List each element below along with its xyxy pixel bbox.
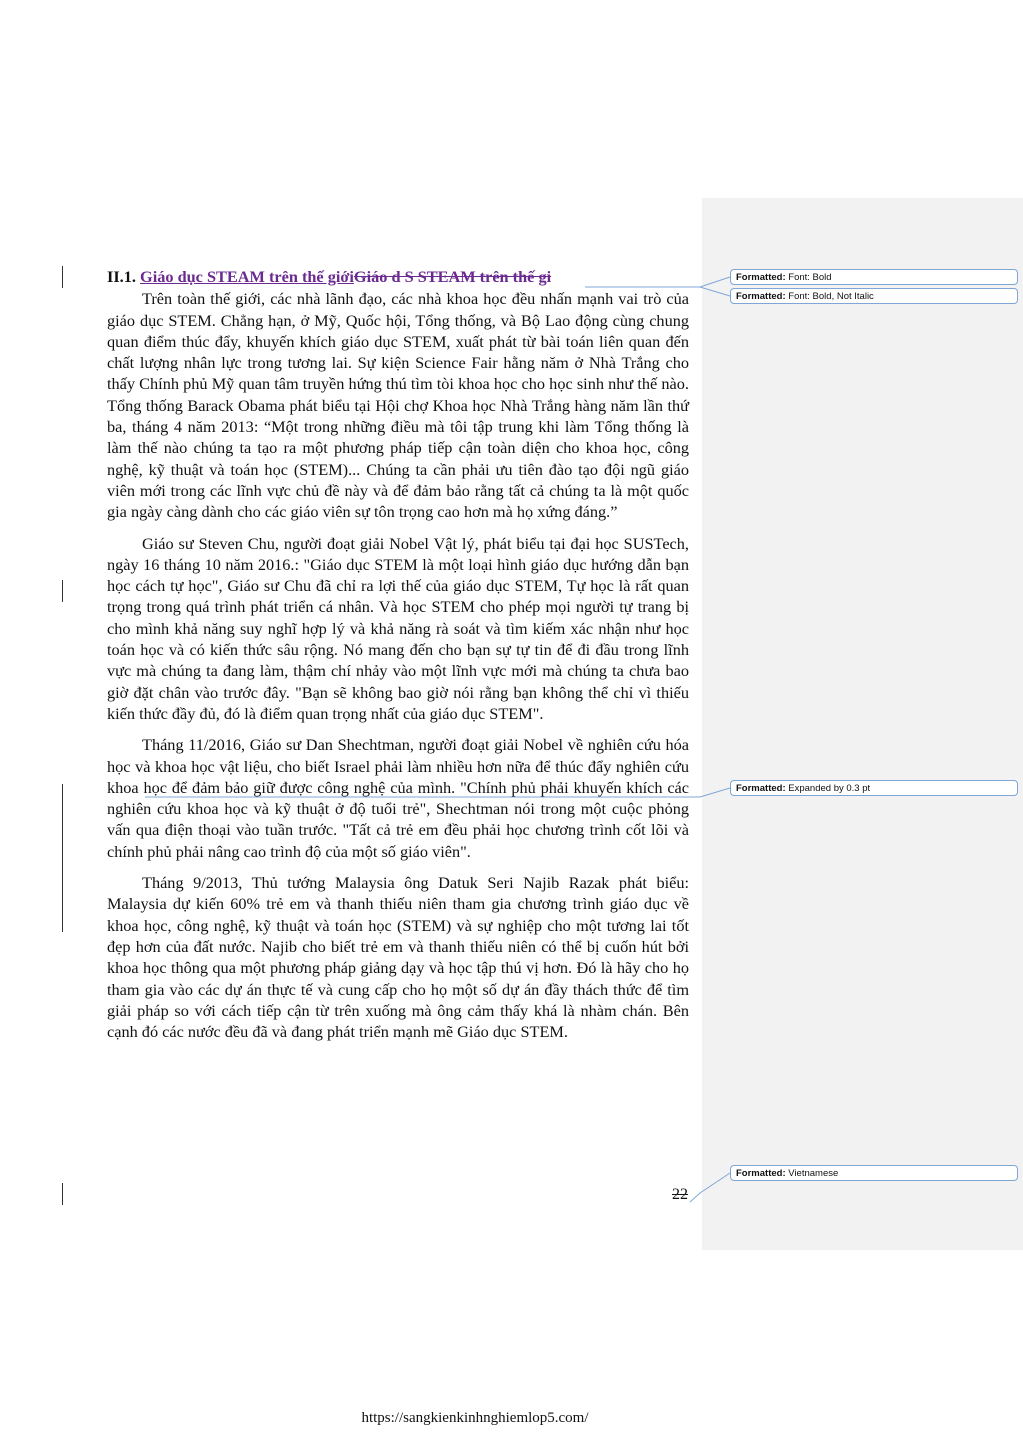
heading-number: II.1. (107, 267, 141, 286)
heading-inserted-text: Giáo dục STEAM trên thế giới (140, 267, 354, 286)
comment-text: Font: Bold (788, 272, 832, 283)
paragraph: Trên toàn thế giới, các nhà lãnh đạo, các nhà khoa học đều nhấn mạnh vai trò của giáo dục STEM. Chẳng hạn, ở Mỹ, Quốc hội, Tổng thống, và Bộ Lao động cùng chung quan điểm thúc đẩy, khuyến khích giáo dục STEM, xuất phát từ bài toán liên quan đến chất lượng nhân lực trong tương lai. Sự kiện Science Fair hằng năm ở Nhà Trắng cho thấy Chính phủ Mỹ quan tâm truyền hứng thú tìm tòi khoa học cho học sinh như thế nào. Tổng thống Barack Obama phát biểu tại Hội chợ Khoa học Nhà Trắng hàng năm lần thứ ba, tháng 4 năm 2013: “Một trong những điều mà tôi tập trung khi làm Tổng thống là làm thế nào chúng ta tạo ra một phương pháp tiếp cận toàn diện cho khoa học, công nghệ, kỹ thuật và toán học (STEM)... Chúng ta cần phải ưu tiên đào tạo đội ngũ giáo viên mới trong các lĩnh vực chủ đề này và để đảm bảo rằng tất cả chúng ta là một quốc gia ngày càng dành cho các giáo viên sự tôn trọng cao hơn mà họ xứng đáng.” (107, 289, 689, 522)
section-heading (107, 266, 689, 287)
comment-balloon[interactable] (730, 780, 1018, 796)
paragraph: Tháng 11/2016, Giáo sư Dan Shechtman, người đoạt giải Nobel về nghiên cứu hóa học và khoa học vật liệu, cho biết Israel phải làm nhiều hơn nữa để thúc đẩy nghiên cứu khoa học để đảm bảo giữ được công nghệ của mình. "Chính phủ phải khuyến khích các nghiên cứu khoa học và kỹ thuật ở độ tuổi trẻ", Shechtman nói trong một cuộc phỏng vấn qua điện thoại vào tuần trước. "Tất cả trẻ em đều phải học chương trình cốt lõi và chính phủ phải nâng cao trình độ của một số giáo viên". (107, 735, 689, 861)
comment-balloon[interactable] (730, 288, 1018, 304)
comment-text: Expanded by 0.3 pt (788, 783, 871, 794)
comment-balloon[interactable] (730, 269, 1018, 285)
page-number: 22 (672, 1186, 688, 1203)
document-body (107, 266, 689, 1052)
comment-text: Font: Bold, Not Italic (788, 291, 874, 302)
comment-text: Vietnamese (788, 1168, 839, 1179)
paragraph: Giáo sư Steven Chu, người đoạt giải Nobel Vật lý, phát biểu tại đại học SUSTech, ngày 16 tháng 10 năm 2016.: "Giáo dục STEM là một loại hình giáo dục hướng dẫn bạn học cách tự học", Giáo sư Chu đã chỉ ra lợi thế của giáo dục STEM, Tự học là rất quan trọng trong quá trình phát triển cá nhân. Và học STEM cho phép mọi người tự trang bị cho mình khả năng suy nghĩ hợp lý và khả năng rà soát và tìm kiếm xác nhận như học toán học và có kiến thức sâu rộng. Nó mang đến cho bạn sự tự tin để đi đầu trong lĩnh vực mà chúng ta đang làm, thậm chí nhảy vào một lĩnh vực mới mà chúng ta chưa bao giờ đặt chân vào trước đây. "Bạn sẽ không bao giờ nói rằng bạn không thể chỉ vì thiếu kiến thức đầy đủ, đó là điểm quan trọng nhất của giáo dục STEM". (107, 533, 689, 723)
heading-deleted-text: Giáo d S STEAM trên thế gi (353, 267, 552, 286)
comment-label: Formatted: (736, 291, 786, 302)
comment-label: Formatted: (736, 272, 786, 283)
footer-url[interactable]: https://sangkienkinhnghiemlop5.com/ (361, 1410, 589, 1426)
comment-balloon[interactable] (730, 1165, 1018, 1181)
paragraph: Tháng 9/2013, Thủ tướng Malaysia ông Datuk Seri Najib Razak phát biểu: Malaysia dự kiến 60% trẻ em và thanh thiếu niên tham gia chương trình giáo dục về khoa học, công nghệ, kỹ thuật và toán học (STEM) và sự nghiệp cho một tương lai tốt đẹp hơn của đất nước. Najib cho biết trẻ em và thanh thiếu niên có thể bị cuốn hút bởi khoa học thông qua một phương pháp giảng dạy và học tập thú vị hơn. Đó là hãy cho họ tham gia vào các dự án thực tế và cung cấp cho họ một số dự án đầy thách thức để tìm giải pháp so với cách tiếp cận từ trên xuống mà ông cảm thấy khá là nhàm chán. Bên cạnh đó các nước đều đã và đang phát triển mạnh mẽ Giáo dục STEM. (107, 873, 689, 1042)
comment-label: Formatted: (736, 783, 786, 794)
comment-label: Formatted: (736, 1168, 786, 1179)
